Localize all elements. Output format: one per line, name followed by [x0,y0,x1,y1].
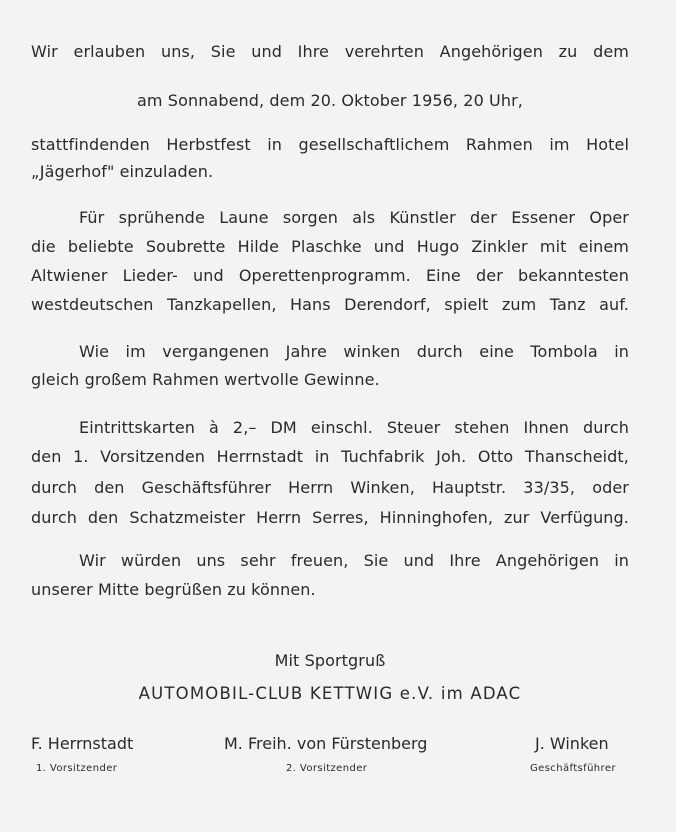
letter-line: westdeutschen Tanzkapellen, Hans Derendorf, spielt zum Tanz auf. [31,295,629,314]
event-date-line: am Sonnabend, dem 20. Oktober 1956, 20 Uhr, [137,91,523,110]
letter-line: stattfindenden Herbstfest in gesellschaftlichem Rahmen im Hotel [31,135,629,154]
letter-line: gleich großem Rahmen wertvolle Gewinne. [31,370,380,389]
letter-line: Altwiener Lieder- und Operettenprogramm. Eine der bekanntesten [31,266,629,285]
letter-line: Wir würden uns sehr freuen, Sie und Ihre Angehörigen in [79,551,629,570]
letter-line: „Jägerhof" einzuladen. [31,162,214,181]
letter-line: unserer Mitte begrüßen zu können. [31,580,316,599]
signatory-role: Geschäftsführer [530,763,616,774]
letter-line: durch den Geschäftsführer Herrn Winken, Hauptstr. 33/35, oder [31,478,629,497]
letter-line: Für sprühende Laune sorgen als Künstler der Essener Oper [79,208,629,227]
letter-line: die beliebte Soubrette Hilde Plaschke und Hugo Zinkler mit einem [31,237,629,256]
signatory-name: F. Herrnstadt [31,734,134,753]
signatory-name: J. Winken [535,734,609,753]
letter-line: Eintrittskarten à 2,– DM einschl. Steuer stehen Ihnen durch [79,418,629,437]
signatory-name: M. Freih. von Fürstenberg [224,734,428,753]
greeting: Mit Sportgruß [274,651,386,670]
letter-line: Wir erlauben uns, Sie und Ihre verehrten Angehörigen zu dem [31,42,629,61]
signatory-role: 1. Vorsitzender [36,763,118,774]
club-name: AUTOMOBIL-CLUB KETTWIG e.V. im ADAC [138,684,522,703]
letter-line: durch den Schatzmeister Herrn Serres, Hinninghofen, zur Verfügung. [31,508,629,527]
letter-line: den 1. Vorsitzenden Herrnstadt in Tuchfabrik Joh. Otto Thanscheidt, [31,447,629,466]
signatory-role: 2. Vorsitzender [286,763,368,774]
letter-line: Wie im vergangenen Jahre winken durch eine Tombola in [79,342,629,361]
